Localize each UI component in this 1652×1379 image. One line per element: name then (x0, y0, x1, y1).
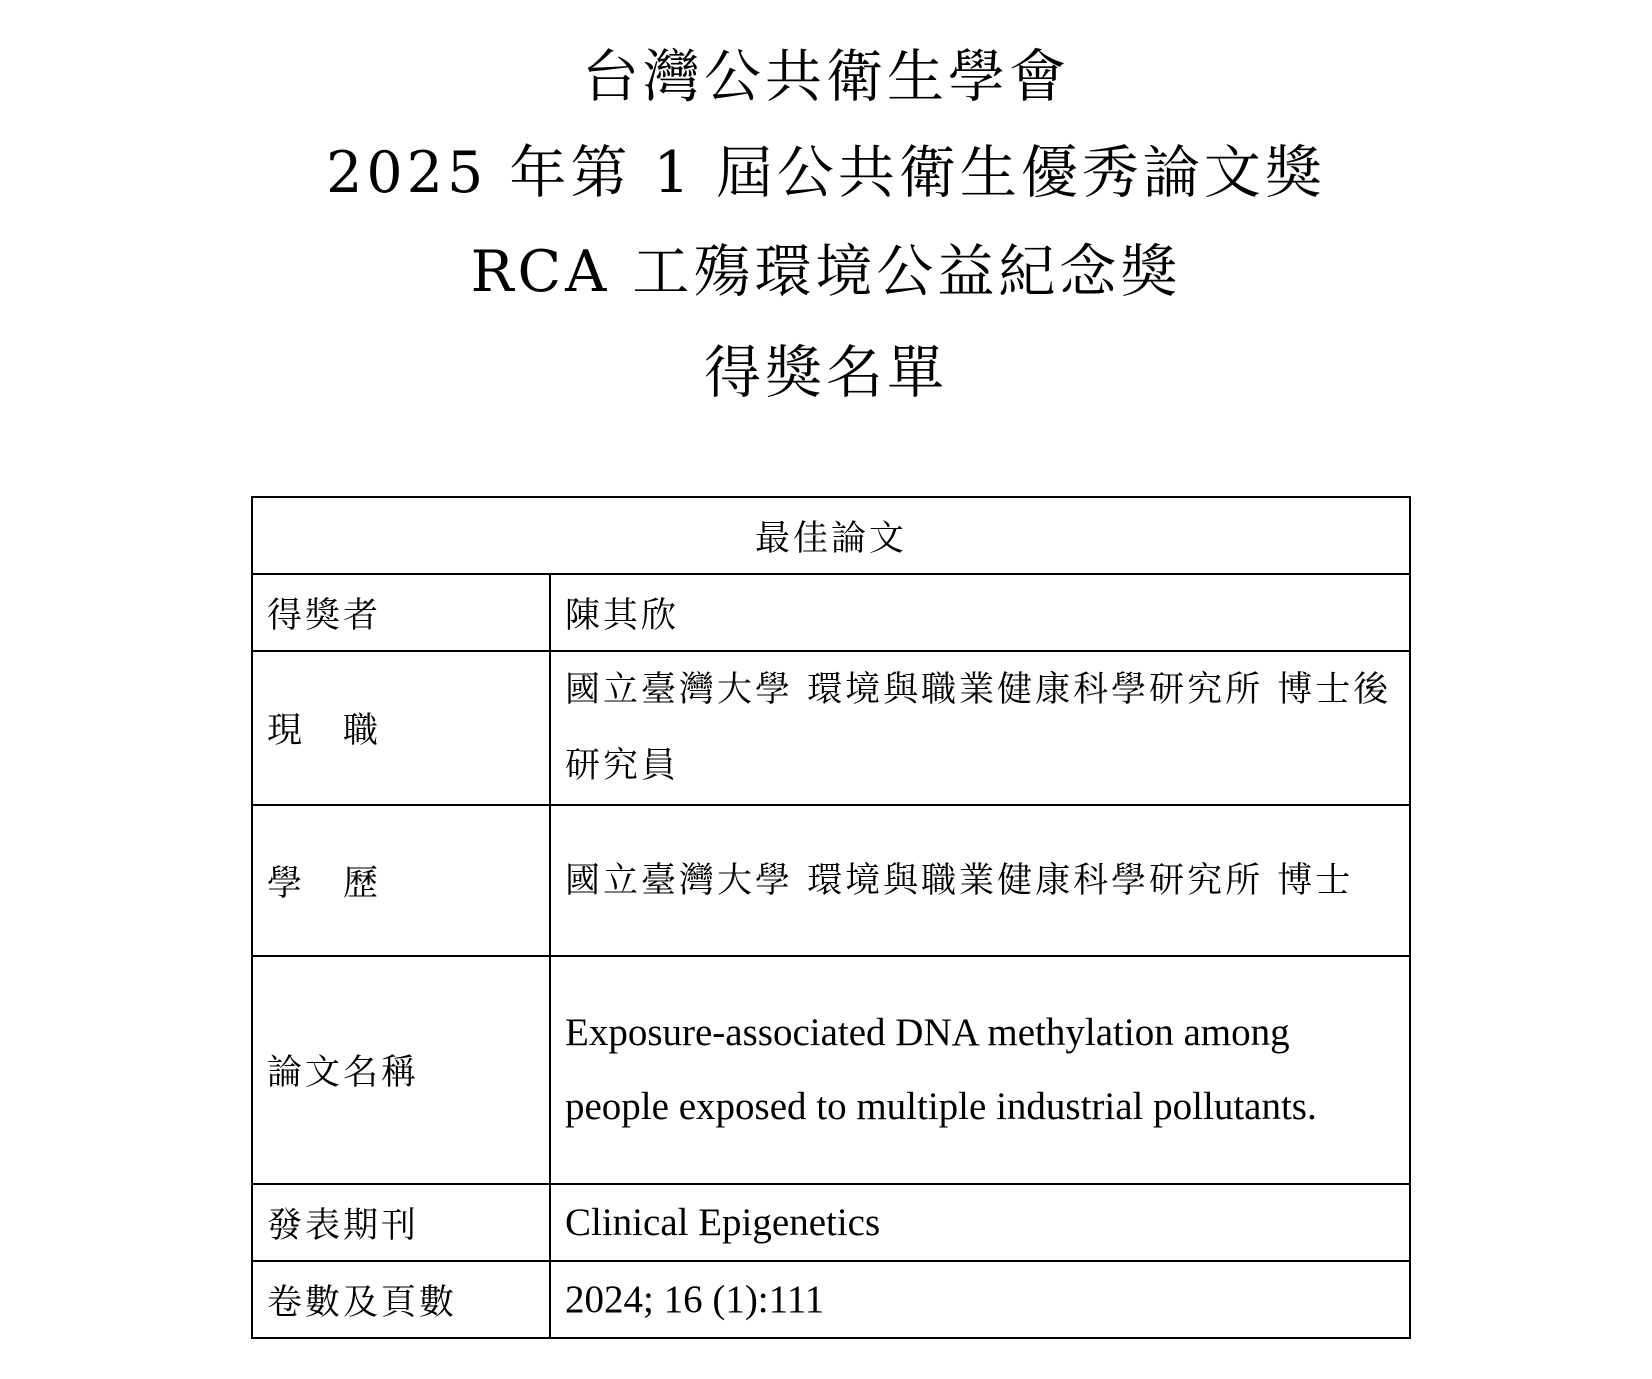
org-title: 台灣公共衛生學會 (582, 44, 1070, 110)
row-label: 學 歷 (252, 805, 550, 956)
table-row (252, 1261, 1410, 1338)
table-row (252, 805, 1410, 956)
row-label: 得獎者 (252, 574, 550, 651)
row-value: 國立臺灣大學 環境與職業健康科學研究所 博士後研究員 (550, 651, 1410, 805)
row-value: 陳其欣 (550, 574, 1410, 651)
table-row (252, 574, 1410, 651)
journal-name: Clinical Epigenetics (550, 1184, 1410, 1261)
award-title: 2025 年第 1 屆公共衛生優秀論文獎 (326, 140, 1326, 206)
row-value: 國立臺灣大學 環境與職業健康科學研究所 博士 (550, 805, 1410, 956)
row-label: 論文名稱 (252, 956, 550, 1184)
row-label: 現 職 (252, 651, 550, 805)
table-row (252, 956, 1410, 1184)
winner-list-heading: 得獎名單 (704, 340, 948, 406)
award-subtitle: RCA 工殤環境公益紀念獎 (470, 239, 1182, 305)
table-row (252, 651, 1410, 805)
row-label: 卷數及頁數 (252, 1261, 550, 1338)
table-row (252, 1184, 1410, 1261)
section-title: 最佳論文 (252, 497, 1410, 574)
award-table (251, 496, 1411, 1339)
row-label: 發表期刊 (252, 1184, 550, 1261)
volume-pages: 2024; 16 (1):111 (550, 1261, 1410, 1338)
paper-title: Exposure-associated DNA methylation among people exposed to multiple industrial pollutants. (550, 956, 1410, 1184)
